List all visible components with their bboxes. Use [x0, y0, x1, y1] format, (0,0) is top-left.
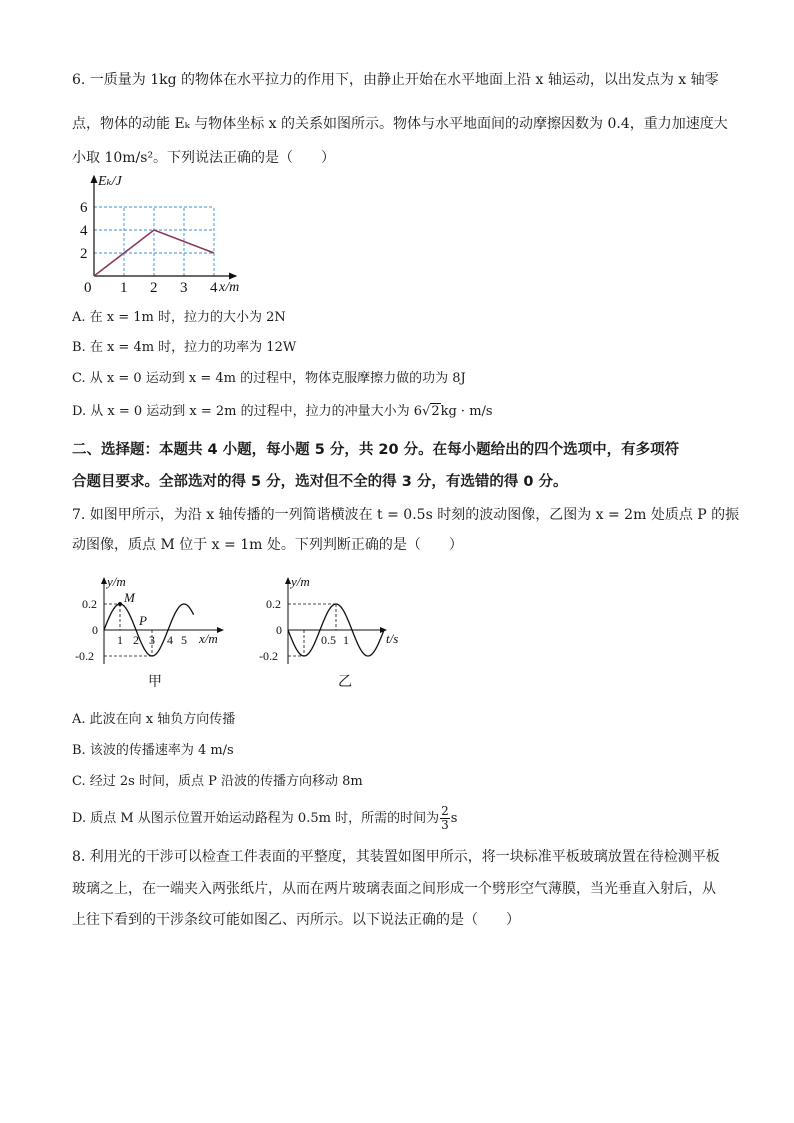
yi-ytick-top: 0.2: [266, 597, 281, 611]
yi-xtick-0-5: 0.5: [321, 633, 336, 647]
jia-ylabel: y/m: [107, 574, 126, 589]
q6-option-d[interactable]: [72, 403, 493, 421]
jia-x-ticks: [117, 633, 187, 647]
ek-ylabel: Eₖ/J: [98, 174, 122, 189]
q6-option-d-text: D. 从 x = 0 运动到 x = 2m 的过程中，拉力的冲量大小为 6: [72, 404, 423, 419]
fraction: [440, 805, 450, 832]
jia-caption: 甲: [148, 675, 162, 690]
ek-x-ticks: [84, 280, 218, 296]
section2-heading-line2: 合题目要求。全部选对的得 5 分，选对但不全的得 3 分，有选错的得 0 分。: [72, 474, 568, 490]
q7-option-c[interactable]: C. 经过 2s 时间，质点 P 沿波的传播方向移动 8m: [72, 774, 363, 789]
q7-option-a[interactable]: A. 此波在向 x 轴负方向传播: [72, 712, 236, 727]
q7-option-d-unit: s: [450, 811, 458, 826]
q7-option-d-text: D. 质点 M 从图示位置开始运动路程为 0.5m 时，所需的时间为: [72, 811, 440, 826]
wave-graph-jia: [75, 572, 238, 694]
q8-stem-line1: 8. 利用光的干涉可以检查工件表面的平整度，其装置如图甲所示，将一块标准平板玻璃放置在待检测平板: [72, 849, 720, 865]
q6-option-c[interactable]: C. 从 x = 0 运动到 x = 4m 的过程中，物体克服摩擦力做的功为 8J: [72, 371, 466, 386]
sqrt-symbol: √: [422, 404, 431, 419]
q8-stem-line2: 玻璃之上，在一端夹入两张纸片，从而在两片玻璃表面之间形成一个劈形空气薄膜，当光垂直入射后，从: [72, 881, 716, 897]
ek-ytick-6: 6: [80, 200, 88, 216]
jia-ytick-top: 0.2: [82, 597, 97, 611]
ek-xtick-1: 1: [120, 280, 128, 296]
q7-stem-line1: 7. 如图甲所示，为沿 x 轴传播的一列简谐横波在 t = 0.5s 时刻的波动图像，乙图为 x = 2m 处质点 P 的振: [72, 507, 740, 523]
q6-option-d-unit: kg · m/s: [440, 404, 493, 419]
yi-ytick-bottom: -0.2: [259, 649, 278, 663]
yi-ytick-zero: 0: [276, 623, 282, 637]
section2-heading-line1: 二、选择题：本题共 4 小题，每小题 5 分，共 20 分。在每小题给出的四个选项中，有多项符: [72, 442, 680, 458]
ek-x-chart: [76, 170, 286, 300]
ek-xtick-3: 3: [180, 280, 188, 296]
ek-xlabel: x/m: [219, 280, 240, 295]
ek-ytick-2: 2: [80, 246, 88, 262]
jia-label-m: M: [124, 590, 135, 605]
jia-xtick-5: 5: [181, 633, 187, 647]
ek-xtick-4: 4: [210, 280, 218, 296]
ek-xtick-0: 0: [84, 280, 92, 296]
jia-xtick-3: 3: [149, 633, 155, 647]
yi-xlabel: t/s: [386, 631, 399, 646]
q6-stem-line3: 小取 10m/s²。下列说法正确的是（ ）: [72, 150, 336, 166]
point-m-marker: [118, 602, 122, 606]
q7-option-d-numerator: 2: [441, 804, 449, 818]
ek-ytick-4: 4: [80, 223, 88, 239]
q6-option-a[interactable]: A. 在 x = 1m 时，拉力的大小为 2N: [72, 310, 286, 325]
yi-xtick-1: 1: [343, 633, 349, 647]
jia-xtick-2: 2: [133, 633, 139, 647]
jia-ytick-zero: 0: [92, 623, 98, 637]
ek-y-ticks: [80, 200, 88, 262]
jia-xtick-4: 4: [167, 633, 173, 647]
ek-xtick-2: 2: [150, 280, 158, 296]
q6-stem-line1: 6. 一质量为 1kg 的物体在水平拉力的作用下，由静止开始在水平地面上沿 x 轴运动，以出发点为 x 轴零: [72, 72, 719, 88]
q6-stem-line2: 点，物体的动能 Eₖ 与物体坐标 x 的关系如图所示。物体与水平地面间的动摩擦因数为 0.4，重力加速度大: [72, 116, 728, 132]
q7-stem-line2: 动图像，质点 M 位于 x = 1m 处。下列判断正确的是（ ）: [72, 537, 463, 553]
vibration-graph-yi: [258, 572, 408, 694]
yi-ylabel: y/m: [291, 574, 310, 589]
jia-xtick-1: 1: [117, 633, 123, 647]
q7-option-b[interactable]: B. 该波的传播速率为 4 m/s: [72, 743, 234, 758]
q7-option-d-denominator: 3: [441, 818, 449, 832]
jia-label-p: P: [139, 613, 147, 628]
q8-stem-line3: 上往下看到的干涉条纹可能如图乙、丙所示。以下说法正确的是（ ）: [72, 912, 520, 928]
jia-ytick-bottom: -0.2: [75, 649, 94, 663]
q6-option-b[interactable]: B. 在 x = 4m 时，拉力的功率为 12W: [72, 340, 297, 355]
q7-option-d[interactable]: [72, 805, 457, 832]
ek-grid: [94, 207, 214, 276]
yi-caption: 乙: [338, 675, 352, 690]
q6-option-d-radicand: 2: [431, 404, 440, 419]
jia-xlabel: x/m: [199, 631, 218, 646]
